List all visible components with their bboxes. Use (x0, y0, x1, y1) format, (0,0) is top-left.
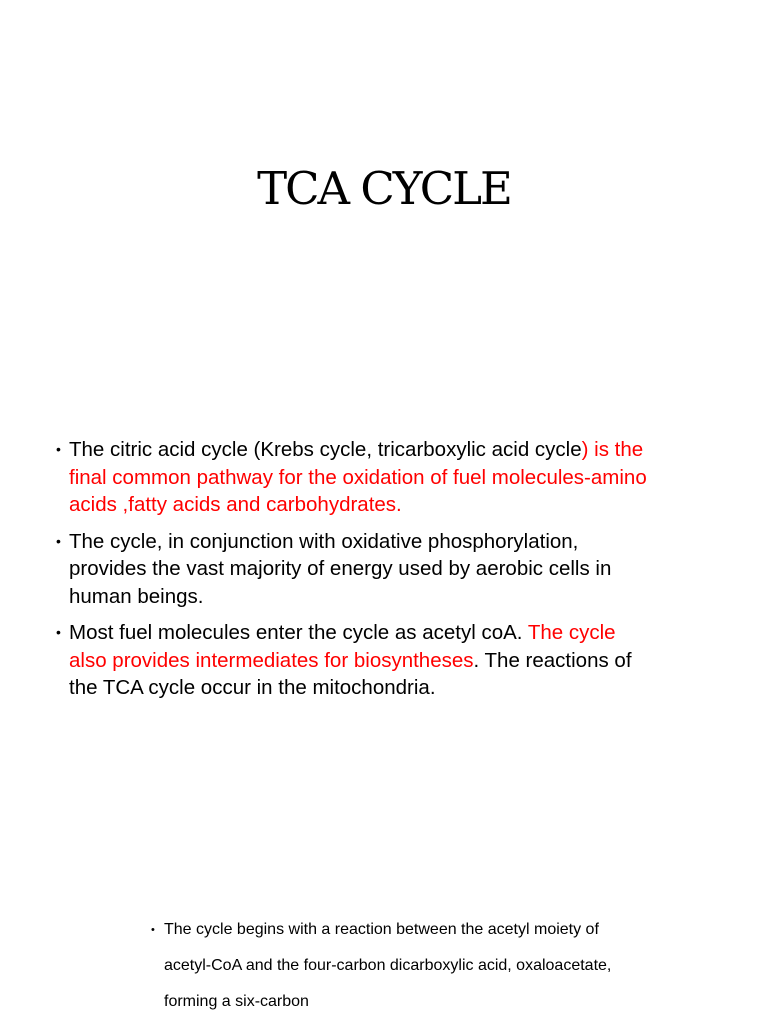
bullet-item (56, 619, 656, 702)
bullet-marker: • (56, 624, 61, 640)
bullet-list (56, 436, 656, 711)
slide-title: TCA CYCLE (257, 162, 511, 215)
bullet-marker: • (56, 441, 61, 457)
bullet-text-segment: The citric acid cycle (Krebs cycle, tricarboxylic acid cycle (69, 438, 582, 461)
bullet-text-segment: The cycle begins with a reaction between the acetyl moiety of acetyl-CoA and the four-carbon dicarboxylic acid, oxaloacetate, forming a six-carbon (164, 921, 612, 1010)
bullet-item (151, 912, 631, 1020)
bullet-text-segment: Most fuel molecules enter the cycle as acetyl coA. (69, 621, 528, 644)
bullet-item (56, 528, 656, 611)
bullet-text-segment: . The reactions of the TCA cycle occur in the mitochondria. (69, 648, 632, 699)
lower-bullet-list (151, 912, 631, 1024)
bullet-text-emphasis: ) is the final common pathway for the oxidation of fuel molecules-amino acids ,fatty acids and carbohydrates. (69, 438, 647, 516)
bullet-marker: • (151, 924, 155, 936)
bullet-marker: • (56, 532, 61, 549)
bullet-text-segment: The cycle, in conjunction with oxidative phosphorylation, provides the vast majority of energy used by aerobic cells in human beings. (69, 529, 612, 608)
bullet-item (56, 436, 656, 519)
bullet-text-emphasis: The cycle also provides intermediates for biosyntheses (69, 621, 616, 672)
